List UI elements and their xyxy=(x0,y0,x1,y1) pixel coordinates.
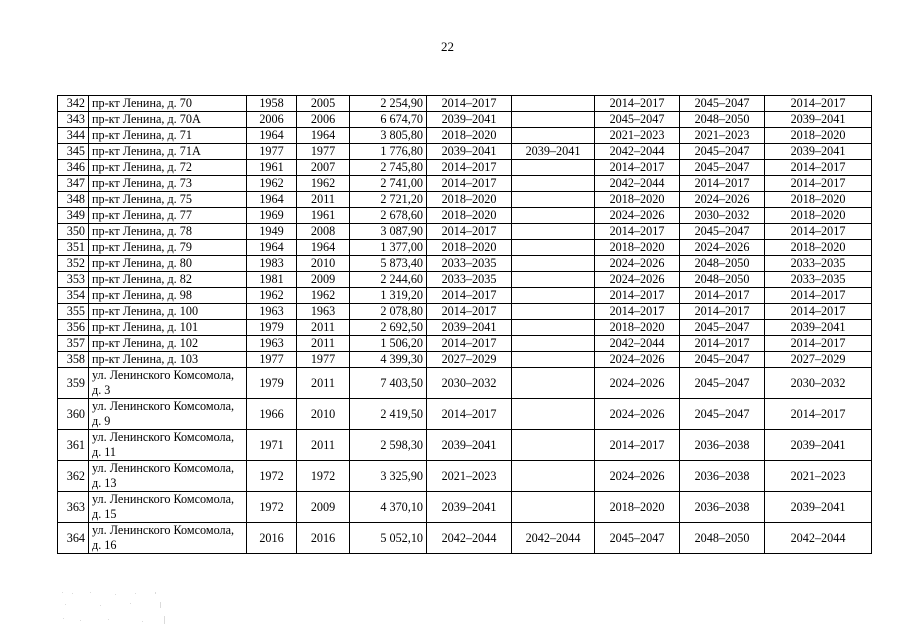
period-cell-5: 2014–2017 xyxy=(765,224,872,240)
period-cell-2 xyxy=(512,399,595,430)
address-cell: пр-кт Ленина, д. 75 xyxy=(89,192,247,208)
period-cell-4: 2014–2017 xyxy=(680,304,765,320)
construction-year-cell: 1971 xyxy=(247,430,297,461)
construction-year-cell: 1972 xyxy=(247,492,297,523)
construction-year-cell: 1972 xyxy=(247,461,297,492)
construction-year-cell: 1961 xyxy=(247,160,297,176)
period-cell-5: 2033–2035 xyxy=(765,256,872,272)
table-row xyxy=(58,523,872,554)
period-cell-2 xyxy=(512,352,595,368)
table-row xyxy=(58,144,872,160)
area-cell: 1 506,20 xyxy=(350,336,427,352)
period-cell-1: 2014–2017 xyxy=(427,96,512,112)
period-cell-2 xyxy=(512,368,595,399)
construction-year-cell: 2016 xyxy=(247,523,297,554)
overhaul-year-cell: 1977 xyxy=(297,144,350,160)
row-number: 346 xyxy=(58,160,89,176)
period-cell-5: 2014–2017 xyxy=(765,96,872,112)
period-cell-5: 2018–2020 xyxy=(765,192,872,208)
period-cell-2 xyxy=(512,224,595,240)
period-cell-3: 2024–2026 xyxy=(595,208,680,224)
row-number: 344 xyxy=(58,128,89,144)
area-cell: 2 745,80 xyxy=(350,160,427,176)
period-cell-3: 2045–2047 xyxy=(595,523,680,554)
period-cell-5: 2039–2041 xyxy=(765,430,872,461)
period-cell-5: 2014–2017 xyxy=(765,176,872,192)
period-cell-2: 2042–2044 xyxy=(512,523,595,554)
table-row xyxy=(58,256,872,272)
overhaul-year-cell: 2008 xyxy=(297,224,350,240)
area-cell: 2 598,30 xyxy=(350,430,427,461)
period-cell-5: 2014–2017 xyxy=(765,304,872,320)
period-cell-1: 2018–2020 xyxy=(427,208,512,224)
period-cell-2 xyxy=(512,430,595,461)
period-cell-4: 2024–2026 xyxy=(680,192,765,208)
period-cell-5: 2039–2041 xyxy=(765,112,872,128)
construction-year-cell: 1983 xyxy=(247,256,297,272)
table-row xyxy=(58,399,872,430)
area-cell: 4 370,10 xyxy=(350,492,427,523)
period-cell-1: 2039–2041 xyxy=(427,320,512,336)
row-number: 363 xyxy=(58,492,89,523)
construction-year-cell: 1949 xyxy=(247,224,297,240)
overhaul-year-cell: 1963 xyxy=(297,304,350,320)
period-cell-5: 2039–2041 xyxy=(765,492,872,523)
table-row xyxy=(58,336,872,352)
construction-year-cell: 1963 xyxy=(247,336,297,352)
row-number: 350 xyxy=(58,224,89,240)
period-cell-3: 2042–2044 xyxy=(595,144,680,160)
period-cell-4: 2014–2017 xyxy=(680,336,765,352)
area-cell: 2 419,50 xyxy=(350,399,427,430)
period-cell-2 xyxy=(512,492,595,523)
area-cell: 5 873,40 xyxy=(350,256,427,272)
row-number: 358 xyxy=(58,352,89,368)
area-cell: 2 244,60 xyxy=(350,272,427,288)
address-cell: пр-кт Ленина, д. 71 xyxy=(89,128,247,144)
overhaul-year-cell: 1964 xyxy=(297,128,350,144)
period-cell-1: 2014–2017 xyxy=(427,176,512,192)
period-cell-4: 2048–2050 xyxy=(680,272,765,288)
period-cell-4: 2045–2047 xyxy=(680,320,765,336)
address-cell: пр-кт Ленина, д. 70 xyxy=(89,96,247,112)
period-cell-2 xyxy=(512,128,595,144)
period-cell-1: 2021–2023 xyxy=(427,461,512,492)
housing-repair-table xyxy=(57,95,872,554)
row-number: 353 xyxy=(58,272,89,288)
construction-year-cell: 1981 xyxy=(247,272,297,288)
construction-year-cell: 1979 xyxy=(247,368,297,399)
period-cell-3: 2014–2017 xyxy=(595,430,680,461)
period-cell-2 xyxy=(512,336,595,352)
address-cell: пр-кт Ленина, д. 72 xyxy=(89,160,247,176)
construction-year-cell: 1962 xyxy=(247,288,297,304)
area-cell: 2 078,80 xyxy=(350,304,427,320)
overhaul-year-cell: 2007 xyxy=(297,160,350,176)
period-cell-1: 2042–2044 xyxy=(427,523,512,554)
period-cell-5: 2042–2044 xyxy=(765,523,872,554)
table-row xyxy=(58,492,872,523)
construction-year-cell: 1979 xyxy=(247,320,297,336)
period-cell-4: 2045–2047 xyxy=(680,224,765,240)
overhaul-year-cell: 2006 xyxy=(297,112,350,128)
period-cell-4: 2045–2047 xyxy=(680,144,765,160)
address-cell: пр-кт Ленина, д. 79 xyxy=(89,240,247,256)
row-number: 354 xyxy=(58,288,89,304)
period-cell-1: 2039–2041 xyxy=(427,430,512,461)
address-cell: пр-кт Ленина, д. 82 xyxy=(89,272,247,288)
row-number: 343 xyxy=(58,112,89,128)
overhaul-year-cell: 1962 xyxy=(297,176,350,192)
overhaul-year-cell: 2011 xyxy=(297,368,350,399)
period-cell-4: 2024–2026 xyxy=(680,240,765,256)
table-row xyxy=(58,224,872,240)
address-cell: пр-кт Ленина, д. 101 xyxy=(89,320,247,336)
period-cell-5: 2030–2032 xyxy=(765,368,872,399)
area-cell: 1 776,80 xyxy=(350,144,427,160)
period-cell-3: 2024–2026 xyxy=(595,352,680,368)
period-cell-4: 2021–2023 xyxy=(680,128,765,144)
period-cell-4: 2045–2047 xyxy=(680,368,765,399)
row-number: 360 xyxy=(58,399,89,430)
period-cell-1: 2014–2017 xyxy=(427,399,512,430)
address-cell: пр-кт Ленина, д. 98 xyxy=(89,288,247,304)
row-number: 359 xyxy=(58,368,89,399)
row-number: 345 xyxy=(58,144,89,160)
construction-year-cell: 1977 xyxy=(247,144,297,160)
address-cell: ул. Ленинского Комсомола, д. 9 xyxy=(89,399,247,430)
period-cell-4: 2048–2050 xyxy=(680,523,765,554)
period-cell-3: 2014–2017 xyxy=(595,224,680,240)
table-row xyxy=(58,112,872,128)
overhaul-year-cell: 2010 xyxy=(297,256,350,272)
period-cell-2 xyxy=(512,288,595,304)
period-cell-1: 2014–2017 xyxy=(427,288,512,304)
overhaul-year-cell: 2009 xyxy=(297,492,350,523)
period-cell-2 xyxy=(512,461,595,492)
period-cell-1: 2014–2017 xyxy=(427,160,512,176)
area-cell: 2 692,50 xyxy=(350,320,427,336)
period-cell-1: 2014–2017 xyxy=(427,304,512,320)
address-cell: пр-кт Ленина, д. 78 xyxy=(89,224,247,240)
address-cell: пр-кт Ленина, д. 70А xyxy=(89,112,247,128)
construction-year-cell: 1963 xyxy=(247,304,297,320)
row-number: 357 xyxy=(58,336,89,352)
address-cell: ул. Ленинского Комсомола, д. 3 xyxy=(89,368,247,399)
overhaul-year-cell: 1977 xyxy=(297,352,350,368)
period-cell-2 xyxy=(512,96,595,112)
row-number: 351 xyxy=(58,240,89,256)
address-cell: пр-кт Ленина, д. 103 xyxy=(89,352,247,368)
overhaul-year-cell: 1964 xyxy=(297,240,350,256)
table-row xyxy=(58,208,872,224)
period-cell-2 xyxy=(512,256,595,272)
period-cell-5: 2014–2017 xyxy=(765,288,872,304)
address-cell: пр-кт Ленина, д. 80 xyxy=(89,256,247,272)
address-cell: пр-кт Ленина, д. 73 xyxy=(89,176,247,192)
row-number: 347 xyxy=(58,176,89,192)
area-cell: 2 678,60 xyxy=(350,208,427,224)
area-cell: 3 087,90 xyxy=(350,224,427,240)
period-cell-2 xyxy=(512,176,595,192)
row-number: 361 xyxy=(58,430,89,461)
table-row xyxy=(58,192,872,208)
period-cell-3: 2014–2017 xyxy=(595,304,680,320)
overhaul-year-cell: 2010 xyxy=(297,399,350,430)
address-cell: ул. Ленинского Комсомола, д. 13 xyxy=(89,461,247,492)
period-cell-5: 2039–2041 xyxy=(765,320,872,336)
period-cell-2 xyxy=(512,272,595,288)
overhaul-year-cell: 2009 xyxy=(297,272,350,288)
period-cell-2 xyxy=(512,160,595,176)
period-cell-4: 2036–2038 xyxy=(680,430,765,461)
period-cell-4: 2030–2032 xyxy=(680,208,765,224)
construction-year-cell: 1958 xyxy=(247,96,297,112)
row-number: 352 xyxy=(58,256,89,272)
period-cell-5: 2014–2017 xyxy=(765,336,872,352)
construction-year-cell: 2006 xyxy=(247,112,297,128)
period-cell-5: 2039–2041 xyxy=(765,144,872,160)
period-cell-4: 2045–2047 xyxy=(680,160,765,176)
period-cell-4: 2036–2038 xyxy=(680,492,765,523)
period-cell-3: 2024–2026 xyxy=(595,368,680,399)
overhaul-year-cell: 1962 xyxy=(297,288,350,304)
table-row xyxy=(58,272,872,288)
period-cell-3: 2042–2044 xyxy=(595,176,680,192)
overhaul-year-cell: 1961 xyxy=(297,208,350,224)
overhaul-year-cell: 2016 xyxy=(297,523,350,554)
page-number: 22 xyxy=(441,39,454,54)
period-cell-3: 2042–2044 xyxy=(595,336,680,352)
period-cell-1: 2014–2017 xyxy=(427,224,512,240)
period-cell-3: 2024–2026 xyxy=(595,461,680,492)
period-cell-4: 2045–2047 xyxy=(680,352,765,368)
period-cell-5: 2021–2023 xyxy=(765,461,872,492)
period-cell-3: 2024–2026 xyxy=(595,272,680,288)
period-cell-5: 2033–2035 xyxy=(765,272,872,288)
row-number: 342 xyxy=(58,96,89,112)
period-cell-4: 2014–2017 xyxy=(680,288,765,304)
address-cell: пр-кт Ленина, д. 102 xyxy=(89,336,247,352)
period-cell-3: 2014–2017 xyxy=(595,160,680,176)
period-cell-2 xyxy=(512,192,595,208)
period-cell-5: 2018–2020 xyxy=(765,128,872,144)
area-cell: 6 674,70 xyxy=(350,112,427,128)
period-cell-4: 2048–2050 xyxy=(680,112,765,128)
period-cell-4: 2048–2050 xyxy=(680,256,765,272)
period-cell-1: 2039–2041 xyxy=(427,144,512,160)
period-cell-3: 2024–2026 xyxy=(595,399,680,430)
period-cell-3: 2024–2026 xyxy=(595,256,680,272)
table-body xyxy=(58,96,872,554)
table-row xyxy=(58,352,872,368)
period-cell-1: 2027–2029 xyxy=(427,352,512,368)
period-cell-3: 2018–2020 xyxy=(595,320,680,336)
construction-year-cell: 1969 xyxy=(247,208,297,224)
area-cell: 5 052,10 xyxy=(350,523,427,554)
construction-year-cell: 1966 xyxy=(247,399,297,430)
area-cell: 1 319,20 xyxy=(350,288,427,304)
period-cell-5: 2014–2017 xyxy=(765,160,872,176)
table-row xyxy=(58,461,872,492)
area-cell: 2 721,20 xyxy=(350,192,427,208)
construction-year-cell: 1964 xyxy=(247,192,297,208)
address-cell: пр-кт Ленина, д. 71А xyxy=(89,144,247,160)
period-cell-1: 2018–2020 xyxy=(427,192,512,208)
period-cell-4: 2045–2047 xyxy=(680,399,765,430)
overhaul-year-cell: 2011 xyxy=(297,320,350,336)
table-row xyxy=(58,160,872,176)
row-number: 348 xyxy=(58,192,89,208)
address-cell: ул. Ленинского Комсомола, д. 15 xyxy=(89,492,247,523)
area-cell: 3 805,80 xyxy=(350,128,427,144)
period-cell-2 xyxy=(512,320,595,336)
table-row xyxy=(58,368,872,399)
construction-year-cell: 1977 xyxy=(247,352,297,368)
period-cell-2 xyxy=(512,208,595,224)
period-cell-5: 2014–2017 xyxy=(765,399,872,430)
area-cell: 4 399,30 xyxy=(350,352,427,368)
period-cell-3: 2021–2023 xyxy=(595,128,680,144)
period-cell-3: 2045–2047 xyxy=(595,112,680,128)
period-cell-3: 2018–2020 xyxy=(595,492,680,523)
period-cell-3: 2014–2017 xyxy=(595,96,680,112)
period-cell-2: 2039–2041 xyxy=(512,144,595,160)
table-row xyxy=(58,288,872,304)
area-cell: 7 403,50 xyxy=(350,368,427,399)
period-cell-4: 2014–2017 xyxy=(680,176,765,192)
row-number: 349 xyxy=(58,208,89,224)
table-row xyxy=(58,320,872,336)
period-cell-2 xyxy=(512,112,595,128)
period-cell-3: 2018–2020 xyxy=(595,192,680,208)
address-cell: пр-кт Ленина, д. 77 xyxy=(89,208,247,224)
address-cell: ул. Ленинского Комсомола, д. 11 xyxy=(89,430,247,461)
row-number: 356 xyxy=(58,320,89,336)
period-cell-5: 2018–2020 xyxy=(765,240,872,256)
period-cell-4: 2045–2047 xyxy=(680,96,765,112)
row-number: 355 xyxy=(58,304,89,320)
area-cell: 2 741,00 xyxy=(350,176,427,192)
period-cell-1: 2030–2032 xyxy=(427,368,512,399)
table-row xyxy=(58,128,872,144)
table-row xyxy=(58,430,872,461)
overhaul-year-cell: 2011 xyxy=(297,192,350,208)
period-cell-2 xyxy=(512,304,595,320)
period-cell-2 xyxy=(512,240,595,256)
area-cell: 1 377,00 xyxy=(350,240,427,256)
area-cell: 2 254,90 xyxy=(350,96,427,112)
period-cell-1: 2033–2035 xyxy=(427,272,512,288)
period-cell-1: 2014–2017 xyxy=(427,336,512,352)
period-cell-5: 2027–2029 xyxy=(765,352,872,368)
table-row xyxy=(58,176,872,192)
address-cell: пр-кт Ленина, д. 100 xyxy=(89,304,247,320)
table-row xyxy=(58,240,872,256)
overhaul-year-cell: 2011 xyxy=(297,430,350,461)
construction-year-cell: 1964 xyxy=(247,240,297,256)
period-cell-1: 2033–2035 xyxy=(427,256,512,272)
scan-artifact xyxy=(60,590,170,628)
address-cell: ул. Ленинского Комсомола, д. 16 xyxy=(89,523,247,554)
period-cell-3: 2014–2017 xyxy=(595,288,680,304)
overhaul-year-cell: 2005 xyxy=(297,96,350,112)
area-cell: 3 325,90 xyxy=(350,461,427,492)
period-cell-3: 2018–2020 xyxy=(595,240,680,256)
construction-year-cell: 1964 xyxy=(247,128,297,144)
period-cell-5: 2018–2020 xyxy=(765,208,872,224)
table-row xyxy=(58,96,872,112)
period-cell-4: 2036–2038 xyxy=(680,461,765,492)
period-cell-1: 2039–2041 xyxy=(427,492,512,523)
period-cell-1: 2018–2020 xyxy=(427,240,512,256)
overhaul-year-cell: 2011 xyxy=(297,336,350,352)
row-number: 362 xyxy=(58,461,89,492)
table-row xyxy=(58,304,872,320)
construction-year-cell: 1962 xyxy=(247,176,297,192)
period-cell-1: 2039–2041 xyxy=(427,112,512,128)
row-number: 364 xyxy=(58,523,89,554)
period-cell-1: 2018–2020 xyxy=(427,128,512,144)
overhaul-year-cell: 1972 xyxy=(297,461,350,492)
